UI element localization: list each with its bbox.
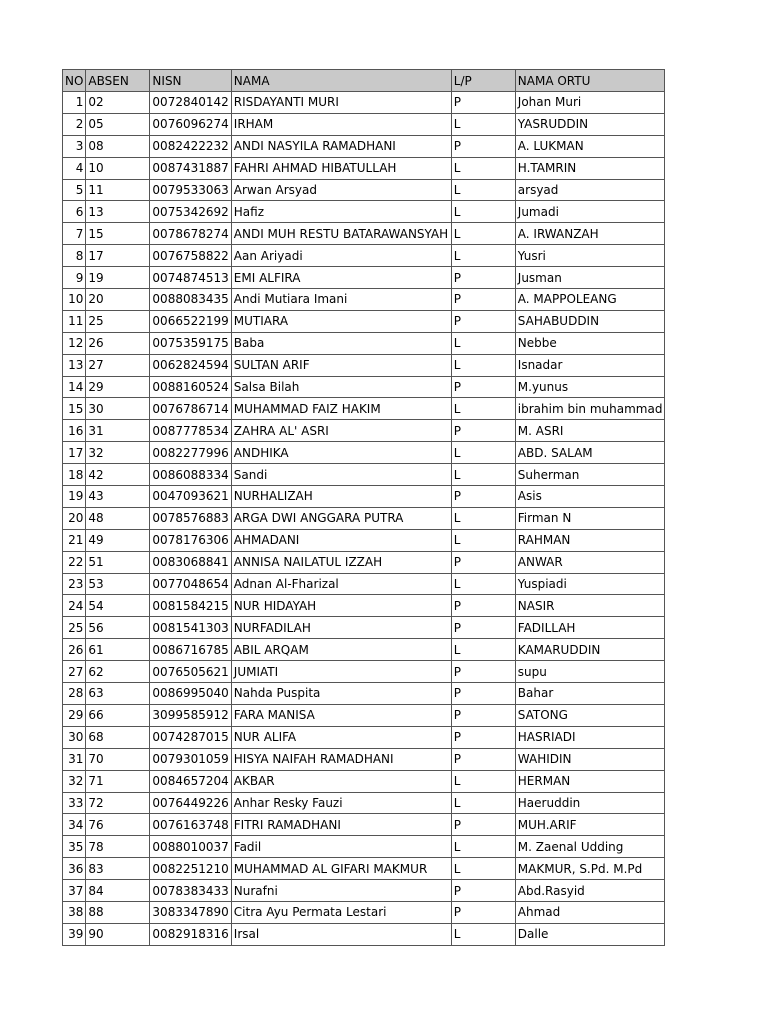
table-row bbox=[63, 880, 665, 902]
cell-nama: Sandi bbox=[231, 464, 451, 486]
cell-nama: Hafiz bbox=[231, 201, 451, 223]
header-absen: ABSEN bbox=[86, 70, 150, 92]
cell-nisn: 0082277996 bbox=[150, 442, 231, 464]
cell-absen: 31 bbox=[86, 420, 150, 442]
cell-nisn: 0086088334 bbox=[150, 464, 231, 486]
table-row bbox=[63, 267, 665, 289]
cell-absen: 17 bbox=[86, 245, 150, 267]
cell-absen: 72 bbox=[86, 792, 150, 814]
cell-nama-ortu: Isnadar bbox=[515, 354, 665, 376]
cell-no: 31 bbox=[63, 748, 86, 770]
cell-nama-ortu: supu bbox=[515, 661, 665, 683]
cell-nisn: 0072840142 bbox=[150, 92, 231, 114]
table-row bbox=[63, 661, 665, 683]
table-row bbox=[63, 726, 665, 748]
header-row bbox=[63, 70, 665, 92]
cell-absen: 13 bbox=[86, 201, 150, 223]
cell-absen: 76 bbox=[86, 814, 150, 836]
table-row bbox=[63, 92, 665, 114]
header-lp: L/P bbox=[451, 70, 515, 92]
table-row bbox=[63, 332, 665, 354]
cell-absen: 05 bbox=[86, 113, 150, 135]
cell-absen: 83 bbox=[86, 858, 150, 880]
cell-lp: L bbox=[451, 201, 515, 223]
cell-no: 21 bbox=[63, 529, 86, 551]
cell-nisn: 0075359175 bbox=[150, 332, 231, 354]
cell-nama-ortu: A. IRWANZAH bbox=[515, 223, 665, 245]
table-row bbox=[63, 354, 665, 376]
cell-nisn: 3083347890 bbox=[150, 901, 231, 923]
cell-nama: Baba bbox=[231, 332, 451, 354]
cell-lp: L bbox=[451, 923, 515, 945]
table-row bbox=[63, 748, 665, 770]
cell-lp: L bbox=[451, 223, 515, 245]
cell-nisn: 0076449226 bbox=[150, 792, 231, 814]
cell-nama: Fadil bbox=[231, 836, 451, 858]
cell-nama-ortu: Yuspiadi bbox=[515, 573, 665, 595]
cell-nisn: 0074874513 bbox=[150, 267, 231, 289]
cell-nama-ortu: ibrahim bin muhammad bbox=[515, 398, 665, 420]
cell-lp: L bbox=[451, 836, 515, 858]
cell-absen: 26 bbox=[86, 332, 150, 354]
table-row bbox=[63, 135, 665, 157]
cell-no: 18 bbox=[63, 464, 86, 486]
table-row bbox=[63, 201, 665, 223]
cell-nama: ARGA DWI ANGGARA PUTRA bbox=[231, 507, 451, 529]
cell-absen: 78 bbox=[86, 836, 150, 858]
cell-nama-ortu: Yusri bbox=[515, 245, 665, 267]
cell-nisn: 0074287015 bbox=[150, 726, 231, 748]
cell-absen: 27 bbox=[86, 354, 150, 376]
cell-absen: 10 bbox=[86, 157, 150, 179]
cell-absen: 20 bbox=[86, 289, 150, 311]
cell-lp: L bbox=[451, 442, 515, 464]
table-row bbox=[63, 245, 665, 267]
cell-nama: FITRI RAMADHANI bbox=[231, 814, 451, 836]
cell-lp: L bbox=[451, 113, 515, 135]
cell-no: 29 bbox=[63, 704, 86, 726]
table-row bbox=[63, 704, 665, 726]
cell-nama-ortu: Johan Muri bbox=[515, 92, 665, 114]
cell-nama-ortu: arsyad bbox=[515, 179, 665, 201]
cell-nisn: 0087778534 bbox=[150, 420, 231, 442]
cell-nama: Andi Mutiara Imani bbox=[231, 289, 451, 311]
table-row bbox=[63, 573, 665, 595]
cell-absen: 66 bbox=[86, 704, 150, 726]
cell-nama: ZAHRA AL' ASRI bbox=[231, 420, 451, 442]
cell-no: 20 bbox=[63, 507, 86, 529]
header-no: NO bbox=[63, 70, 86, 92]
cell-nama-ortu: A. LUKMAN bbox=[515, 135, 665, 157]
cell-nama: RISDAYANTI MURI bbox=[231, 92, 451, 114]
cell-lp: L bbox=[451, 507, 515, 529]
table-row bbox=[63, 595, 665, 617]
cell-no: 8 bbox=[63, 245, 86, 267]
cell-absen: 54 bbox=[86, 595, 150, 617]
cell-nama: Salsa Bilah bbox=[231, 376, 451, 398]
cell-no: 33 bbox=[63, 792, 86, 814]
cell-nisn: 0079533063 bbox=[150, 179, 231, 201]
cell-no: 32 bbox=[63, 770, 86, 792]
cell-no: 14 bbox=[63, 376, 86, 398]
cell-absen: 15 bbox=[86, 223, 150, 245]
cell-lp: L bbox=[451, 639, 515, 661]
header-nisn: NISN bbox=[150, 70, 231, 92]
cell-nama: NURFADILAH bbox=[231, 617, 451, 639]
cell-no: 6 bbox=[63, 201, 86, 223]
cell-absen: 49 bbox=[86, 529, 150, 551]
cell-absen: 30 bbox=[86, 398, 150, 420]
cell-nisn: 0088160524 bbox=[150, 376, 231, 398]
table-row bbox=[63, 376, 665, 398]
table-body bbox=[63, 92, 665, 946]
table-row bbox=[63, 836, 665, 858]
cell-nisn: 0083068841 bbox=[150, 551, 231, 573]
table-row bbox=[63, 639, 665, 661]
cell-nisn: 0062824594 bbox=[150, 354, 231, 376]
cell-nama: AKBAR bbox=[231, 770, 451, 792]
table-row bbox=[63, 442, 665, 464]
cell-no: 36 bbox=[63, 858, 86, 880]
cell-lp: P bbox=[451, 420, 515, 442]
cell-absen: 25 bbox=[86, 310, 150, 332]
cell-nama-ortu: Asis bbox=[515, 486, 665, 508]
cell-nama: FARA MANISA bbox=[231, 704, 451, 726]
cell-no: 24 bbox=[63, 595, 86, 617]
cell-nama: ANDI MUH RESTU BATARAWANSYAH bbox=[231, 223, 451, 245]
cell-lp: P bbox=[451, 135, 515, 157]
cell-nama-ortu: FADILLAH bbox=[515, 617, 665, 639]
cell-absen: 48 bbox=[86, 507, 150, 529]
cell-nama: ANNISA NAILATUL IZZAH bbox=[231, 551, 451, 573]
cell-nisn: 0088083435 bbox=[150, 289, 231, 311]
cell-nama: Arwan Arsyad bbox=[231, 179, 451, 201]
cell-nama: JUMIATI bbox=[231, 661, 451, 683]
cell-nisn: 0078678274 bbox=[150, 223, 231, 245]
cell-lp: L bbox=[451, 179, 515, 201]
cell-nisn: 0079301059 bbox=[150, 748, 231, 770]
cell-nama-ortu: Abd.Rasyid bbox=[515, 880, 665, 902]
cell-nama-ortu: H.TAMRIN bbox=[515, 157, 665, 179]
cell-lp: L bbox=[451, 157, 515, 179]
cell-no: 26 bbox=[63, 639, 86, 661]
cell-absen: 19 bbox=[86, 267, 150, 289]
cell-no: 7 bbox=[63, 223, 86, 245]
cell-lp: P bbox=[451, 92, 515, 114]
table-row bbox=[63, 792, 665, 814]
cell-no: 9 bbox=[63, 267, 86, 289]
cell-lp: L bbox=[451, 332, 515, 354]
cell-nama-ortu: Haeruddin bbox=[515, 792, 665, 814]
cell-lp: P bbox=[451, 486, 515, 508]
cell-lp: L bbox=[451, 529, 515, 551]
table-row bbox=[63, 507, 665, 529]
cell-nama: Anhar Resky Fauzi bbox=[231, 792, 451, 814]
cell-absen: 68 bbox=[86, 726, 150, 748]
cell-no: 19 bbox=[63, 486, 86, 508]
cell-nisn: 0076505621 bbox=[150, 661, 231, 683]
cell-nama-ortu: WAHIDIN bbox=[515, 748, 665, 770]
cell-nisn: 0086995040 bbox=[150, 683, 231, 705]
cell-absen: 63 bbox=[86, 683, 150, 705]
cell-absen: 88 bbox=[86, 901, 150, 923]
table-row bbox=[63, 464, 665, 486]
cell-nama-ortu: Jumadi bbox=[515, 201, 665, 223]
cell-nama: Nahda Puspita bbox=[231, 683, 451, 705]
cell-nama: HISYA NAIFAH RAMADHANI bbox=[231, 748, 451, 770]
cell-nama: AHMADANI bbox=[231, 529, 451, 551]
cell-absen: 29 bbox=[86, 376, 150, 398]
cell-no: 27 bbox=[63, 661, 86, 683]
cell-nama-ortu: M.yunus bbox=[515, 376, 665, 398]
cell-nama: EMI ALFIRA bbox=[231, 267, 451, 289]
cell-nama-ortu: ABD. SALAM bbox=[515, 442, 665, 464]
cell-lp: P bbox=[451, 289, 515, 311]
cell-nama: MUHAMMAD AL GIFARI MAKMUR bbox=[231, 858, 451, 880]
cell-no: 38 bbox=[63, 901, 86, 923]
cell-no: 10 bbox=[63, 289, 86, 311]
cell-lp: P bbox=[451, 880, 515, 902]
cell-nama: MUHAMMAD FAIZ HAKIM bbox=[231, 398, 451, 420]
cell-absen: 32 bbox=[86, 442, 150, 464]
table-row bbox=[63, 551, 665, 573]
cell-nama-ortu: Dalle bbox=[515, 923, 665, 945]
cell-nisn: 0081584215 bbox=[150, 595, 231, 617]
cell-nama: IRHAM bbox=[231, 113, 451, 135]
table-row bbox=[63, 814, 665, 836]
cell-nama-ortu: Suherman bbox=[515, 464, 665, 486]
cell-no: 39 bbox=[63, 923, 86, 945]
cell-absen: 08 bbox=[86, 135, 150, 157]
cell-nama-ortu: HASRIADI bbox=[515, 726, 665, 748]
cell-absen: 11 bbox=[86, 179, 150, 201]
cell-nama: MUTIARA bbox=[231, 310, 451, 332]
cell-nisn: 0078383433 bbox=[150, 880, 231, 902]
cell-nama-ortu: A. MAPPOLEANG bbox=[515, 289, 665, 311]
cell-nama: ABIL ARQAM bbox=[231, 639, 451, 661]
cell-nama-ortu: ANWAR bbox=[515, 551, 665, 573]
cell-absen: 53 bbox=[86, 573, 150, 595]
table-row bbox=[63, 617, 665, 639]
cell-no: 5 bbox=[63, 179, 86, 201]
cell-no: 23 bbox=[63, 573, 86, 595]
table-row bbox=[63, 529, 665, 551]
cell-nama-ortu: Ahmad bbox=[515, 901, 665, 923]
cell-nisn: 0078176306 bbox=[150, 529, 231, 551]
cell-lp: L bbox=[451, 770, 515, 792]
cell-lp: P bbox=[451, 704, 515, 726]
table-row bbox=[63, 901, 665, 923]
cell-nisn: 0076786714 bbox=[150, 398, 231, 420]
cell-nama: Adnan Al-Fharizal bbox=[231, 573, 451, 595]
cell-lp: P bbox=[451, 310, 515, 332]
cell-nisn: 0082422232 bbox=[150, 135, 231, 157]
table-row bbox=[63, 310, 665, 332]
cell-lp: L bbox=[451, 792, 515, 814]
cell-nisn: 0047093621 bbox=[150, 486, 231, 508]
cell-lp: L bbox=[451, 245, 515, 267]
table-row bbox=[63, 289, 665, 311]
cell-nama: FAHRI AHMAD HIBATULLAH bbox=[231, 157, 451, 179]
cell-lp: P bbox=[451, 748, 515, 770]
cell-nama-ortu: M. Zaenal Udding bbox=[515, 836, 665, 858]
table-row bbox=[63, 923, 665, 945]
cell-nisn: 0076096274 bbox=[150, 113, 231, 135]
cell-nisn: 0077048654 bbox=[150, 573, 231, 595]
table-row bbox=[63, 858, 665, 880]
cell-no: 2 bbox=[63, 113, 86, 135]
student-table bbox=[62, 69, 665, 946]
cell-nama-ortu: MUH.ARIF bbox=[515, 814, 665, 836]
cell-nisn: 0082918316 bbox=[150, 923, 231, 945]
header-nama-ortu: NAMA ORTU bbox=[515, 70, 665, 92]
cell-absen: 84 bbox=[86, 880, 150, 902]
cell-nama-ortu: NASIR bbox=[515, 595, 665, 617]
cell-absen: 43 bbox=[86, 486, 150, 508]
cell-absen: 61 bbox=[86, 639, 150, 661]
cell-nama: ANDI NASYILA RAMADHANI bbox=[231, 135, 451, 157]
cell-lp: L bbox=[451, 398, 515, 420]
cell-nama-ortu: M. ASRI bbox=[515, 420, 665, 442]
cell-nama-ortu: SATONG bbox=[515, 704, 665, 726]
cell-absen: 02 bbox=[86, 92, 150, 114]
cell-nama-ortu: KAMARUDDIN bbox=[515, 639, 665, 661]
cell-lp: P bbox=[451, 376, 515, 398]
table-row bbox=[63, 179, 665, 201]
cell-lp: L bbox=[451, 573, 515, 595]
cell-nisn: 0078576883 bbox=[150, 507, 231, 529]
cell-no: 35 bbox=[63, 836, 86, 858]
cell-nisn: 0086716785 bbox=[150, 639, 231, 661]
cell-nama: Irsal bbox=[231, 923, 451, 945]
cell-lp: P bbox=[451, 683, 515, 705]
cell-absen: 51 bbox=[86, 551, 150, 573]
cell-no: 13 bbox=[63, 354, 86, 376]
cell-nisn: 0088010037 bbox=[150, 836, 231, 858]
table-row bbox=[63, 683, 665, 705]
cell-absen: 62 bbox=[86, 661, 150, 683]
cell-absen: 90 bbox=[86, 923, 150, 945]
cell-no: 25 bbox=[63, 617, 86, 639]
cell-nama: SULTAN ARIF bbox=[231, 354, 451, 376]
cell-nama: NURHALIZAH bbox=[231, 486, 451, 508]
cell-no: 4 bbox=[63, 157, 86, 179]
cell-lp: P bbox=[451, 595, 515, 617]
cell-no: 17 bbox=[63, 442, 86, 464]
cell-no: 1 bbox=[63, 92, 86, 114]
cell-no: 22 bbox=[63, 551, 86, 573]
cell-nisn: 0076758822 bbox=[150, 245, 231, 267]
cell-absen: 42 bbox=[86, 464, 150, 486]
cell-lp: L bbox=[451, 464, 515, 486]
cell-no: 28 bbox=[63, 683, 86, 705]
cell-no: 34 bbox=[63, 814, 86, 836]
cell-nisn: 0076163748 bbox=[150, 814, 231, 836]
cell-nama: NUR ALIFA bbox=[231, 726, 451, 748]
cell-no: 3 bbox=[63, 135, 86, 157]
cell-nisn: 3099585912 bbox=[150, 704, 231, 726]
table-row bbox=[63, 770, 665, 792]
cell-no: 30 bbox=[63, 726, 86, 748]
cell-nama-ortu: RAHMAN bbox=[515, 529, 665, 551]
table-row bbox=[63, 223, 665, 245]
cell-no: 11 bbox=[63, 310, 86, 332]
cell-nama-ortu: Nebbe bbox=[515, 332, 665, 354]
table-row bbox=[63, 113, 665, 135]
cell-lp: L bbox=[451, 858, 515, 880]
cell-lp: L bbox=[451, 354, 515, 376]
cell-no: 15 bbox=[63, 398, 86, 420]
cell-nisn: 0066522199 bbox=[150, 310, 231, 332]
cell-lp: P bbox=[451, 267, 515, 289]
cell-nama: ANDHIKA bbox=[231, 442, 451, 464]
cell-lp: P bbox=[451, 726, 515, 748]
cell-no: 12 bbox=[63, 332, 86, 354]
cell-nama-ortu: SAHABUDDIN bbox=[515, 310, 665, 332]
cell-nisn: 0084657204 bbox=[150, 770, 231, 792]
table-row bbox=[63, 486, 665, 508]
cell-lp: P bbox=[451, 661, 515, 683]
table-row bbox=[63, 420, 665, 442]
cell-nama: Citra Ayu Permata Lestari bbox=[231, 901, 451, 923]
cell-lp: P bbox=[451, 551, 515, 573]
cell-nama-ortu: YASRUDDIN bbox=[515, 113, 665, 135]
cell-nama-ortu: Jusman bbox=[515, 267, 665, 289]
cell-absen: 70 bbox=[86, 748, 150, 770]
cell-no: 37 bbox=[63, 880, 86, 902]
cell-lp: P bbox=[451, 901, 515, 923]
cell-nisn: 0075342692 bbox=[150, 201, 231, 223]
cell-no: 16 bbox=[63, 420, 86, 442]
cell-nisn: 0087431887 bbox=[150, 157, 231, 179]
cell-nisn: 0081541303 bbox=[150, 617, 231, 639]
cell-absen: 56 bbox=[86, 617, 150, 639]
cell-nama: NUR HIDAYAH bbox=[231, 595, 451, 617]
cell-nama: Nurafni bbox=[231, 880, 451, 902]
table-row bbox=[63, 398, 665, 420]
cell-nisn: 0082251210 bbox=[150, 858, 231, 880]
cell-nama-ortu: MAKMUR, S.Pd. M.Pd bbox=[515, 858, 665, 880]
header-nama: NAMA bbox=[231, 70, 451, 92]
cell-nama-ortu: HERMAN bbox=[515, 770, 665, 792]
cell-lp: P bbox=[451, 617, 515, 639]
cell-absen: 71 bbox=[86, 770, 150, 792]
cell-lp: P bbox=[451, 814, 515, 836]
table-row bbox=[63, 157, 665, 179]
cell-nama-ortu: Bahar bbox=[515, 683, 665, 705]
cell-nama: Aan Ariyadi bbox=[231, 245, 451, 267]
cell-nama-ortu: Firman N bbox=[515, 507, 665, 529]
